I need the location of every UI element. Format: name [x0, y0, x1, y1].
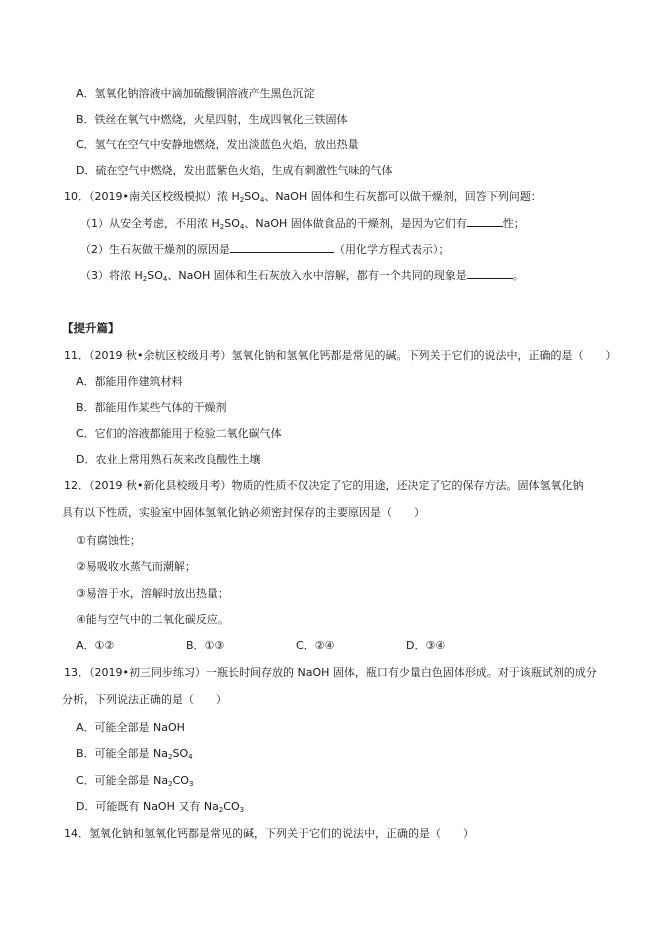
q9-option-c: C．氢气在空气中安静地燃烧，发出淡蓝色火焰，放出热量 [76, 138, 359, 151]
q12-option-b: B．①③ [186, 639, 225, 652]
q9-option-d: D．硫在空气中燃烧，发出蓝紫色火焰，生成有刺激性气味的气体 [76, 164, 393, 177]
q9-option-b: B．铁丝在氧气中燃烧，火星四射，生成四氧化三铁固体 [76, 113, 348, 126]
q12-property-3: ③易溶于水，溶解时放出热量； [76, 587, 229, 600]
answer-blank[interactable] [467, 267, 513, 279]
section-title: 【提升篇】 [62, 321, 120, 335]
q12-option-a: A．①② [76, 639, 115, 652]
q9-option-a: A．氢氧化钠溶液中滴加硫酸铜溶液产生黑色沉淀 [76, 87, 315, 100]
q12-property-1: ①有腐蚀性； [76, 534, 141, 547]
q12-property-4: ④能与空气中的二氧化碳反应。 [76, 613, 229, 626]
q13-option-d: D．可能既有 NaOH 又有 $Na_2CO_3$ [76, 800, 245, 814]
q13-option-a: A．可能全部是 NaOH [76, 721, 185, 734]
q12-option-d: D．③④ [406, 639, 446, 652]
q11-option-a: A．都能用作建筑材料 [76, 375, 183, 388]
q12-option-c: C．②④ [296, 639, 335, 652]
q10-part-1: （1）从安全考虑，不用浓 $H_2SO_4$、NaOH 固体做食品的干燥剂，是因为它们有 性； [80, 217, 525, 231]
q10-stem: 10．（2019•南关区校级模拟）浓 $H_2SO_4$、NaOH 固体和生石灰都可以做干燥剂，回答下列问题： [64, 190, 542, 204]
q10-part-3: （3）将浓 $H_2SO_4$、NaOH 固体和生石灰放入水中溶解，都有一个共同的现象是 。 [80, 269, 524, 283]
q12-options-row [0, 638, 661, 654]
q11-option-b: B．都能用作某些气体的干燥剂 [76, 401, 227, 414]
q13-stem-line2: 分析，下列说法正确的是（ ） [62, 693, 227, 706]
q11-option-d: D．农业上常用熟石灰来改良酸性土壤 [76, 453, 261, 466]
q13-option-b: B．可能全部是 $Na_2SO_4$ [76, 747, 193, 761]
q14-stem: 14．氢氧化钠和氢氧化钙都是常见的碱，下列关于它们的说法中，正确的是（ ） [64, 827, 474, 840]
q12-property-2: ②易吸收水蒸气而潮解； [76, 560, 196, 573]
q11-option-c: C．它们的溶液都能用于检验二氧化碳气体 [76, 427, 282, 440]
q13-option-c: C．可能全部是 $Na_2CO_3$ [76, 774, 194, 788]
q10-part-2: （2）生石灰做干燥剂的原因是 （用化学方程式表示）； [80, 243, 450, 256]
q12-stem-line2: 具有以下性质，实验室中固体氢氧化钠必须密封保存的主要原因是（ ） [62, 506, 425, 519]
q11-stem: 11．（2019 秋•余杭区校级月考）氢氧化钠和氢氧化钙都是常见的碱。下列关于它们的说法中，正确的是（ ） [64, 349, 617, 362]
answer-blank[interactable] [467, 215, 503, 227]
q13-stem-line1: 13．（2019•初三同步练习）一瓶长时间存放的 NaOH 固体，瓶口有少量白色固体形成。对于该瓶试剂的成分 [64, 666, 597, 679]
q12-stem-line1: 12．（2019 秋•新化县校级月考）物质的性质不仅决定了它的用途，还决定了它的保存方法。固体氢氧化钠 [64, 479, 584, 492]
answer-blank[interactable] [230, 241, 334, 253]
